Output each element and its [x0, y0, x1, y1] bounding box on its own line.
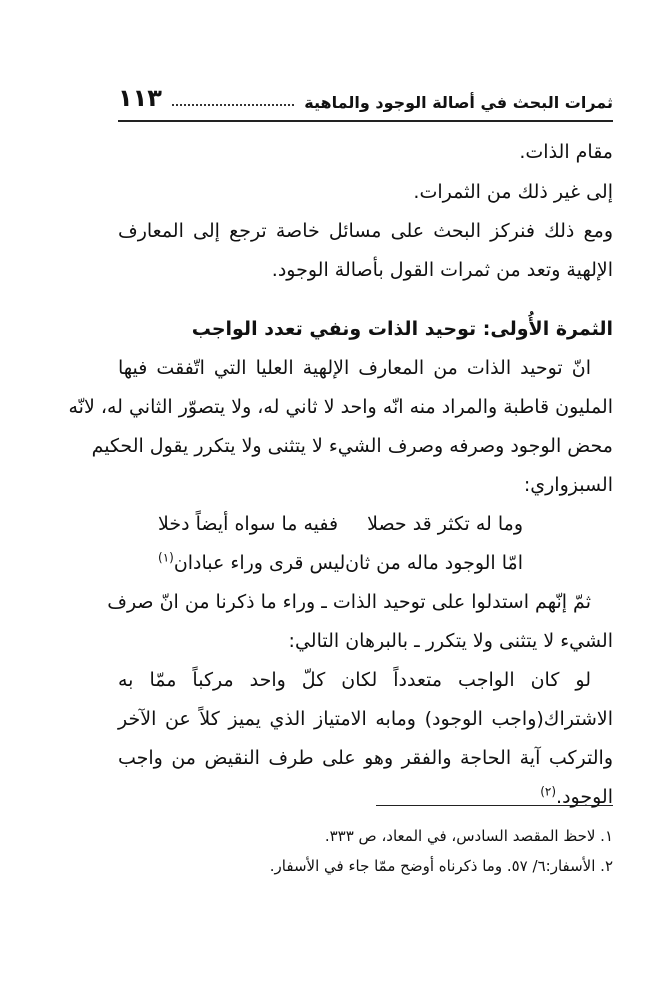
section-heading: الثمرة الأُولى: توحيد الذات ونفي تعدد الواجب: [191, 318, 613, 340]
footnote-ref: (٢): [540, 784, 557, 799]
running-title: ثمرات البحث في أصالة الوجود والماهية: [304, 93, 613, 112]
paragraph-line: إلى غير ذلك من الثمرات.: [413, 181, 613, 203]
footnote: ١. لاحظ المقصد السادس، في المعاد، ص ٣٣٣.: [324, 827, 613, 845]
verse-hemistich: ففيه ما سواه أيضاً دخلا: [158, 513, 339, 535]
paragraph-line: والتركب آية الحاجة والفقر وهو على طرف النقيض من واجب: [118, 747, 613, 769]
page-number: ١١٣: [118, 84, 162, 112]
verse-hemistich: [158, 551, 345, 575]
paragraph-line: لو كان الواجب متعدداً لكان كلّ واحد مركباً ممّا به: [118, 669, 591, 691]
verse-hemistich: وما له تكثر قد حصلا: [367, 513, 523, 535]
paragraph-line: الإلهية وتعد من ثمرات القول بأصالة الوجود.: [271, 259, 613, 281]
page-header: [118, 82, 613, 112]
verse-hemistich-text: ليس قرى وراء عبادان: [173, 552, 346, 574]
paragraph-line: السبزواري:: [523, 474, 613, 496]
paragraph-line: المليون قاطبة والمراد منه انّه واحد لا ثاني له، ولا يتصوّر الثاني له، لانّه: [68, 396, 613, 418]
paragraph-line-text: الوجود.: [556, 786, 613, 808]
paragraph-line: مقام الذات.: [519, 141, 613, 163]
paragraph-line: ثمّ إنّهم استدلوا على توحيد الذات ـ وراء ما ذكرنا من انّ صرف: [107, 591, 591, 613]
paragraph-line: انّ توحيد الذات من المعارف الإلهية العليا التي اتّفقت فيها: [118, 357, 591, 379]
paragraph-line: محض الوجود وصرفه وصرف الشيء لا يتثنى ولا يتكرر يقول الحكيم: [91, 435, 613, 457]
header-rule: [118, 120, 613, 122]
paragraph-line: الاشتراك(واجب الوجود) ومابه الامتياز الذي يميز كلاً عن الآخر: [118, 708, 613, 730]
paragraph-line: الشيء لا يتثنى ولا يتكرر ـ بالبرهان التالي:: [288, 630, 613, 652]
footnote-rule: [376, 805, 613, 806]
header-dotted-leader: [172, 103, 294, 106]
footnote-ref: (١): [158, 550, 174, 565]
footnote: ٢. الأسفار:٦/ ٥٧. وما ذكرناه أوضح ممّا جاء في الأسفار.: [269, 857, 613, 875]
paragraph-line: ومع ذلك فنركز البحث على مسائل خاصة ترجع إلى المعارف: [118, 220, 613, 242]
verse-hemistich: امّا الوجود ماله من ثان: [345, 552, 523, 574]
